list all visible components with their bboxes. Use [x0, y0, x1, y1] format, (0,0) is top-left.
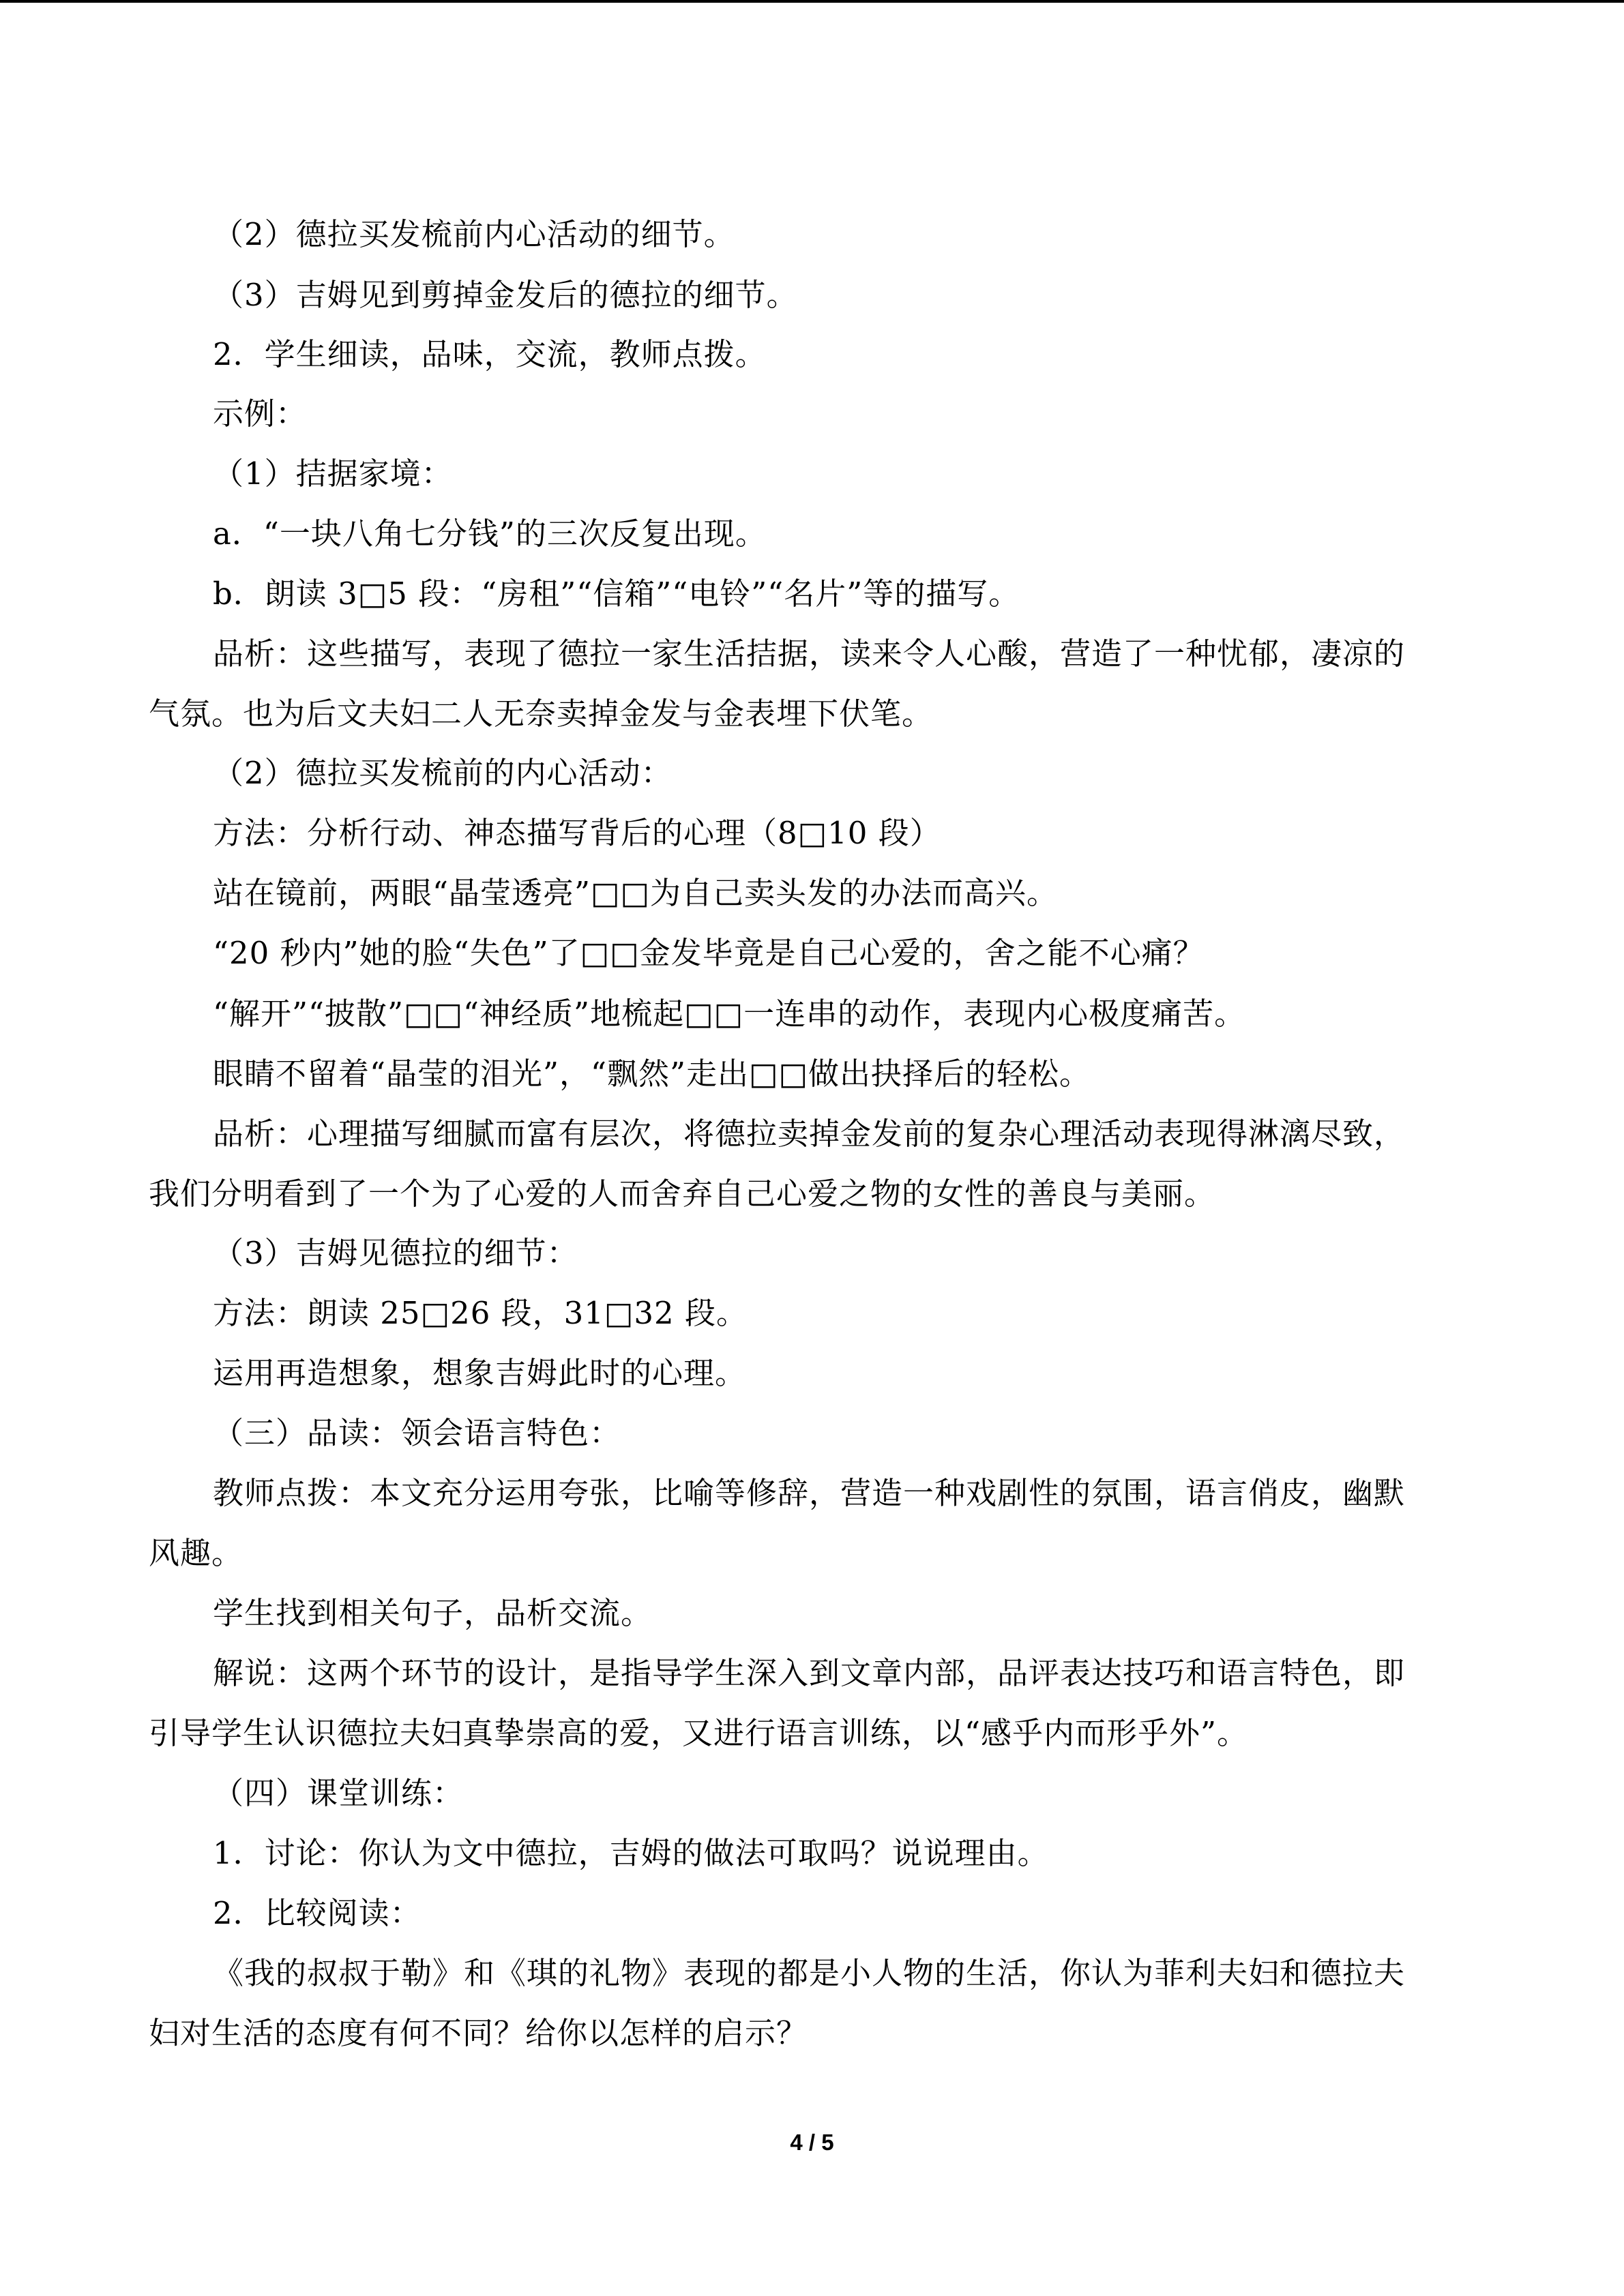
- text-line: 《我的叔叔于勒》和《琪的礼物》表现的都是小人物的生活，你认为菲利夫妇和德拉夫: [213, 1955, 1406, 1991]
- text-line: b．朗读 3□5 段：“房租”“信箱”“电铃”“名片”等的描写。: [213, 576, 1020, 612]
- text-line: “20 秒内”她的脸“失色”了□□金发毕竟是自己心爱的，舍之能不心痛？: [213, 935, 1205, 971]
- text-line: 品析：心理描写细腻而富有层次，将德拉卖掉金发前的复杂心理活动表现得淋漓尽致，: [213, 1116, 1406, 1152]
- text-line: （四）课堂训练：: [213, 1775, 464, 1811]
- text-line: （3）吉姆见到剪掉金发后的德拉的细节。: [213, 277, 798, 313]
- text-line: 妇对生活的态度有何不同？给你以怎样的启示？: [149, 2015, 808, 2051]
- text-line: 2．比较阅读：: [213, 1895, 422, 1931]
- text-line: （1）拮据家境：: [213, 456, 453, 492]
- text-line: （3）吉姆见德拉的细节：: [213, 1235, 578, 1271]
- text-line: 示例：: [213, 396, 308, 432]
- page-number: 4 / 5: [790, 2130, 834, 2155]
- text-line: 运用再造想象，想象吉姆此时的心理。: [213, 1355, 747, 1391]
- text-line: 眼睛不留着“晶莹的泪光”，“飘然”走出□□做出抉择后的轻松。: [213, 1056, 1091, 1092]
- text-line: 解说：这两个环节的设计，是指导学生深入到文章内部，品评表达技巧和语言特色，即: [213, 1655, 1406, 1691]
- text-line: （三）品读：领会语言特色：: [213, 1415, 621, 1451]
- text-line: 方法：分析行动、神态描写背后的心理（8□10 段）: [213, 815, 941, 851]
- text-line: 教师点拨：本文充分运用夸张，比喻等修辞，营造一种戏剧性的氛围，语言俏皮，幽默: [213, 1475, 1406, 1511]
- text-line: 学生找到相关句子，品析交流。: [213, 1595, 653, 1631]
- text-line: “解开”“披散”□□“神经质”地梳起□□一连串的动作，表现内心极度痛苦。: [213, 996, 1246, 1032]
- text-line: 1．讨论：你认为文中德拉，吉姆的做法可取吗？说说理由。: [213, 1835, 1049, 1871]
- text-line: 品析：这些描写，表现了德拉一家生活拮据，读来令人心酸，营造了一种忧郁，凄凉的: [213, 636, 1406, 672]
- text-line: （2）德拉买发梳前内心活动的细节。: [213, 216, 735, 252]
- text-line: 气氛。也为后文夫妇二人无奈卖掉金发与金表埋下伏笔。: [149, 696, 934, 732]
- text-line: 站在镜前，两眼“晶莹透亮”□□为自己卖头发的办法而高兴。: [213, 875, 1059, 911]
- text-line: 方法：朗读 25□26 段，31□32 段。: [213, 1295, 748, 1331]
- text-line: （2）德拉买发梳前的内心活动：: [213, 755, 673, 791]
- text-line: 2．学生细读，品味，交流，教师点拨。: [213, 336, 767, 372]
- text-line: 引导学生认识德拉夫妇真挚崇高的爱，又进行语言训练，以“感乎内而形乎外”。: [149, 1715, 1249, 1751]
- text-line: 风趣。: [149, 1535, 243, 1571]
- text-line: a．“一块八角七分钱”的三次反复出现。: [213, 516, 767, 552]
- text-line: 我们分明看到了一个为了心爱的人而舍弃自己心爱之物的女性的善良与美丽。: [149, 1176, 1216, 1212]
